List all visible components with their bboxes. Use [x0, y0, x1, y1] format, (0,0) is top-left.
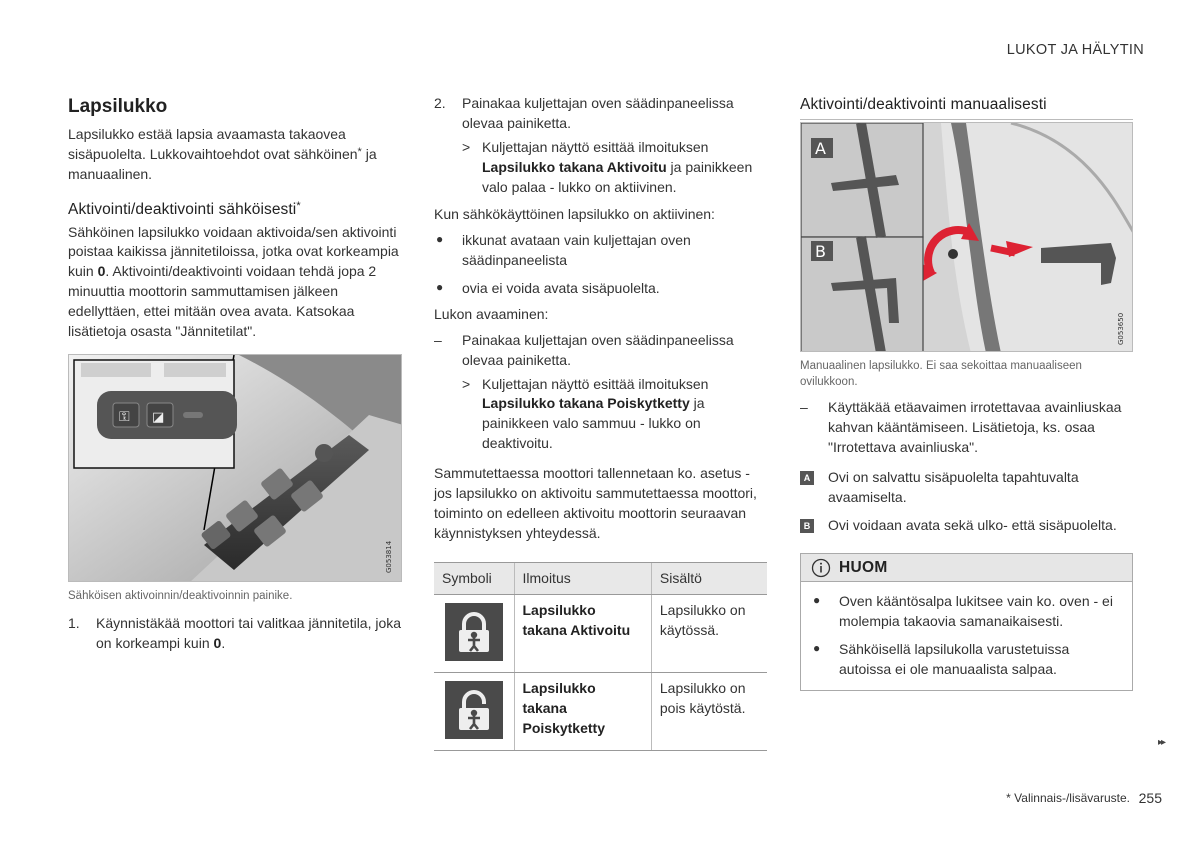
optional-marker: *: [296, 199, 301, 212]
message-text: Lapsilukko takana Aktivoitu: [522, 602, 631, 639]
result-text-b: ja painikkeen valo palaa - lukko on aktiivinen.: [482, 158, 753, 195]
table-row: [434, 595, 767, 673]
step-text: Painakaa kuljettajan oven säädinpaneelissa olevaa painiketta.: [462, 331, 734, 368]
svg-text:◪: ◪: [152, 409, 165, 425]
result-deactivated: [462, 375, 768, 455]
shutdown-paragraph: Sammutettaessa moottori tallennetaan ko. asetus - jos lapsilukko on aktivoitu sammutettaessa moottori, toiminto on edelleen aktivoitu moottorin seuraavan käynnistyksen yhteydessä.: [434, 465, 757, 541]
note-header: [801, 554, 1132, 582]
column-header: Symboli: [434, 562, 514, 595]
step-text: Painakaa kuljettajan oven säädinpaneelissa olevaa painiketta.: [462, 95, 734, 131]
svg-text:⚿: ⚿: [119, 408, 130, 425]
bullet: ●: [813, 641, 821, 656]
bullet: ●: [436, 280, 444, 294]
bullet: ●: [813, 593, 821, 608]
note-text: Oven kääntösalpa lukitsee vain ko. oven - ei molempia takaovia samanaikaisesti.: [839, 593, 1113, 630]
result-arrow: >: [462, 138, 471, 155]
child-lock-unlocked-icon: [445, 681, 503, 739]
position-b-text: Ovi voidaan avata sekä ulko- että sisäpuolelta.: [828, 516, 1117, 533]
door-panel-figure: [68, 354, 402, 582]
note-box: [800, 553, 1133, 691]
symbol-table: [434, 562, 767, 752]
manual-lock-figure: [800, 122, 1133, 352]
manual-subtitle: Aktivointi/deaktivointi manuaalisesti: [800, 94, 1133, 120]
optional-marker: *: [357, 145, 362, 158]
bullet: ●: [436, 232, 444, 247]
figure-caption: Sähköisen aktivoinnin/deaktivoinnin painike.: [68, 589, 293, 602]
dash: –: [434, 331, 442, 348]
result-text: [482, 138, 768, 198]
figure-code: G053650: [1117, 312, 1125, 345]
electric-subtitle-text: Aktivointi/deaktivointi sähköisesti: [68, 200, 297, 218]
position-a-item: [800, 468, 1133, 508]
result-text-a: Kuljettajan näyttö esittää ilmoituksen: [482, 138, 709, 155]
label-a: A: [815, 139, 826, 158]
intro-text-end: ja manuaalinen.: [68, 145, 377, 182]
column-header: Sisältö: [651, 562, 767, 595]
step-number: 2.: [434, 95, 446, 111]
unlock-step: [434, 331, 768, 371]
page-title: Lapsilukko: [68, 96, 168, 117]
para-text-end: . Aktivointi/deaktivointi voidaan tehdä jopa 2 minuuttia moottorin sammuttamisen jälkeen edellyttäen, ettei mitään ovea avata. Katsokaa lisätietoja osasta "Jännitetilat".: [68, 263, 377, 339]
message-deactivated: Lapsilukko takana Poiskytketty: [482, 395, 690, 412]
intro-text: Lapsilukko estää lapsia avaamasta takaovea sisäpuolelta. Lukkovaihtoehdot ovat sähköinen: [68, 125, 358, 162]
column-header: Ilmoitus: [514, 562, 651, 595]
intro-paragraph: [68, 125, 402, 185]
note-body: [801, 582, 1132, 690]
electric-paragraph: [68, 223, 402, 342]
page-number: 255: [1138, 790, 1162, 806]
manual-lock-illustration: [801, 123, 1133, 352]
list-item: [434, 231, 768, 271]
note-text: Sähköisellä lapsilukolla varustetuissa autoissa ei ole manuaalista salpaa.: [839, 641, 1070, 678]
para-text: Sähköinen lapsilukko voidaan aktivoida/sen aktivointi poistaa kaikissa jännitetiloissa, jotka ovat korkeampia kuin: [68, 223, 399, 280]
child-lock-locked-icon: [445, 603, 503, 661]
step-2: [434, 94, 768, 134]
symbol-cell: [434, 595, 514, 673]
column-1: [68, 94, 402, 654]
message-cell: [514, 673, 651, 751]
list-item: [811, 592, 1120, 632]
info-icon: [811, 558, 831, 578]
bullet-text: ovia ei voida avata sisäpuolelta.: [462, 280, 660, 296]
position-a-text: Ovi on salvattu sisäpuolelta tapahtuvalta avaamiselta.: [828, 468, 1079, 505]
next-page-icon: ▸▸: [1157, 737, 1164, 748]
result-text-a: Kuljettajan näyttö esittää ilmoituksen: [482, 375, 709, 392]
result-arrow: >: [462, 375, 471, 392]
list-item: [434, 279, 768, 299]
table-row: [434, 673, 767, 751]
label-a-badge: A: [800, 471, 814, 485]
figure-code: G053814: [385, 540, 393, 573]
note-title: HUOM: [839, 558, 888, 576]
list-item: [811, 640, 1120, 680]
optional-footnote: * Valinnais-/lisävaruste.: [1006, 791, 1130, 805]
step-text-a: Käynnistäkää moottori tai valitkaa jännitetila, joka on korkeampi kuin: [96, 614, 402, 651]
voltage-zero: 0: [97, 263, 106, 280]
figure-caption: Manuaalinen lapsilukko. Ei saa sekoittaa manuaaliseen ovilukkoon.: [800, 360, 1082, 389]
unlock-heading: Lukon avaaminen:: [434, 305, 549, 322]
label-b: B: [815, 242, 826, 261]
bullet-text: ikkunat avataan vain kuljettajan oven säädinpaneelista: [462, 232, 691, 269]
table-header-row: [434, 562, 767, 595]
symbol-cell: [434, 673, 514, 751]
column-2: [434, 94, 768, 751]
message-activated: Lapsilukko takana Aktivoitu: [482, 158, 667, 175]
door-switch-panel-illustration: [69, 355, 402, 582]
result-activated: [462, 138, 768, 198]
instruction-text: Käyttäkää etäavaimen irrotettavaa avainliuskaa kahvan kääntämiseen. Lisätietoja, ks. osaa "Irrotettava avainliuska".: [828, 399, 1122, 455]
electric-subtitle: [68, 199, 402, 221]
result-text-b: ja painikkeen valo sammuu - lukko on deaktivoitu.: [482, 395, 705, 452]
result-text: [482, 375, 768, 455]
column-3: [800, 94, 1133, 691]
content-cell: Lapsilukko on käytössä.: [651, 595, 767, 673]
step-1: [68, 614, 402, 654]
label-b-badge: B: [800, 519, 814, 533]
dash: –: [800, 399, 808, 416]
step-number: 1.: [68, 614, 80, 631]
message-text: Lapsilukko takana Poiskytketty: [522, 680, 605, 737]
step-text: [96, 614, 402, 654]
content-cell: Lapsilukko on pois käytöstä.: [651, 673, 767, 751]
step-text-b: .: [221, 634, 226, 651]
section-header: LUKOT JA HÄLYTIN: [1006, 42, 1144, 58]
message-cell: [514, 595, 651, 673]
active-heading: Kun sähkökäyttöinen lapsilukko on aktiivinen:: [434, 206, 715, 223]
position-b-item: [800, 516, 1133, 536]
voltage-zero: 0: [213, 634, 222, 651]
manual-instruction: [800, 398, 1133, 458]
